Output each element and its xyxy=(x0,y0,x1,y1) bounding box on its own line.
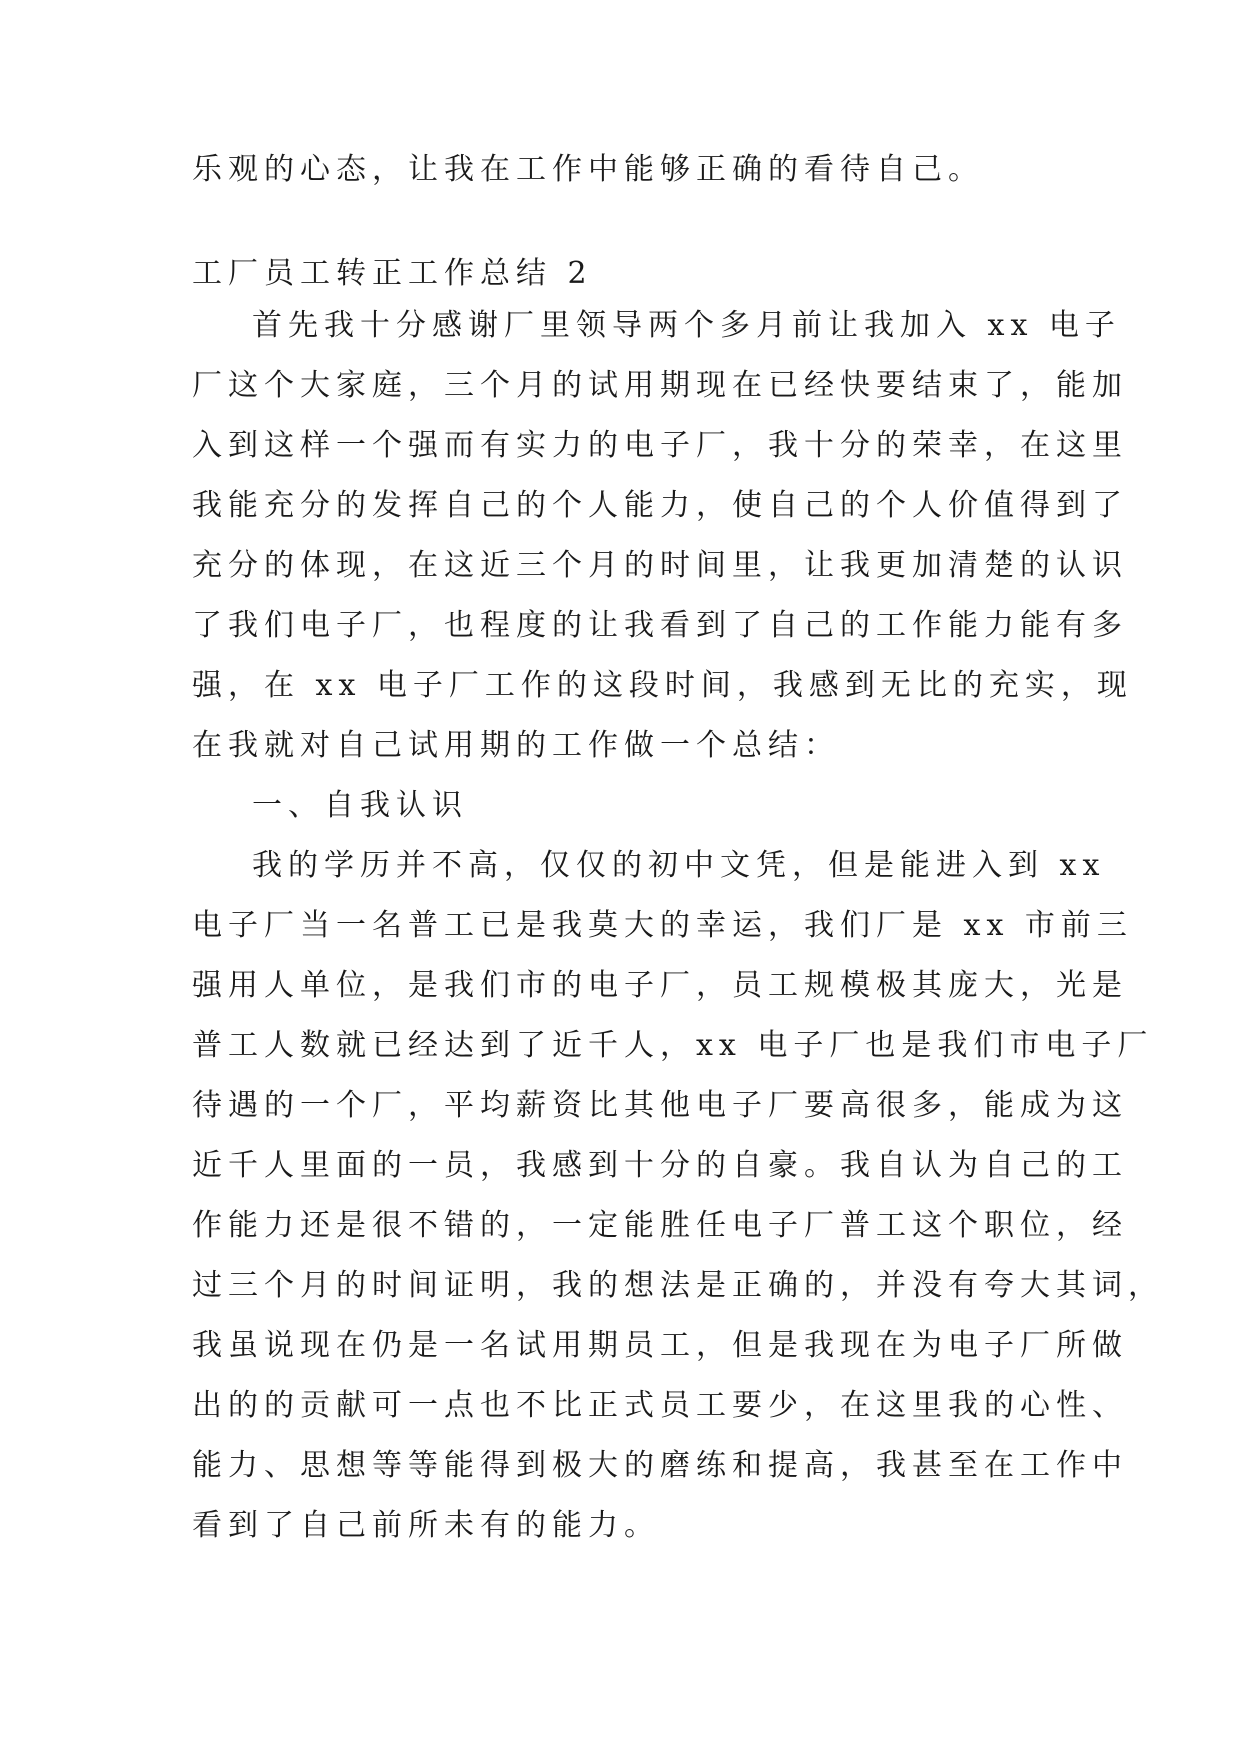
paragraph-line: 出的的贡献可一点也不比正式员工要少，在这里我的心性、 xyxy=(192,1388,1128,1423)
heading-self-awareness xyxy=(192,776,1062,836)
body-paragraph xyxy=(192,836,1164,1556)
paragraph-line: 过三个月的时间证明，我的想法是正确的，并没有夸大其词， xyxy=(192,1268,1164,1303)
intro-paragraph xyxy=(192,296,1133,776)
paragraph-line: 入到这样一个强而有实力的电子厂，我十分的荣幸，在这里 xyxy=(192,428,1128,463)
heading-text: 一、自我认识 xyxy=(252,788,468,823)
continuation-paragraph xyxy=(192,140,1062,200)
paragraph-line: 厂这个大家庭，三个月的试用期现在已经快要结束了，能加 xyxy=(192,368,1128,403)
paragraph-line: 电子厂当一名普工已是我莫大的幸运，我们厂是 xx 市前三 xyxy=(192,908,1133,943)
paragraph-line: 充分的体现，在这近三个月的时间里，让我更加清楚的认识 xyxy=(192,548,1128,583)
paragraph-line: 首先我十分感谢厂里领导两个多月前让我加入 xx 电子 xyxy=(252,308,1121,343)
section-title-text: 工厂员工转正工作总结 2 xyxy=(192,256,593,291)
paragraph-line: 作能力还是很不错的，一定能胜任电子厂普工这个职位，经 xyxy=(192,1208,1128,1243)
paragraph-line: 了我们电子厂，也程度的让我看到了自己的工作能力能有多 xyxy=(192,608,1128,643)
paragraph-line: 强用人单位，是我们市的电子厂，员工规模极其庞大，光是 xyxy=(192,968,1128,1003)
paragraph-line: 我虽说现在仍是一名试用期员工，但是我现在为电子厂所做 xyxy=(192,1328,1128,1363)
paragraph-line: 强，在 xx 电子厂工作的这段时间，我感到无比的充实，现 xyxy=(192,668,1133,703)
paragraph-line: 普工人数就已经达到了近千人，xx 电子厂也是我们市电子厂 xyxy=(192,1028,1154,1063)
paragraph-line: 我的学历并不高，仅仅的初中文凭，但是能进入到 xx xyxy=(252,848,1106,883)
continuation-line: 乐观的心态，让我在工作中能够正确的看待自己。 xyxy=(192,152,984,187)
paragraph-line: 能力、思想等等能得到极大的磨练和提高，我甚至在工作中 xyxy=(192,1448,1128,1483)
paragraph-line: 待遇的一个厂，平均薪资比其他电子厂要高很多，能成为这 xyxy=(192,1088,1128,1123)
paragraph-line: 在我就对自己试用期的工作做一个总结： xyxy=(192,728,840,763)
paragraph-line: 我能充分的发挥自己的个人能力，使自己的个人价值得到了 xyxy=(192,488,1128,523)
section-title xyxy=(192,244,1062,304)
paragraph-line: 看到了自己前所未有的能力。 xyxy=(192,1508,660,1543)
paragraph-line: 近千人里面的一员，我感到十分的自豪。我自认为自己的工 xyxy=(192,1148,1128,1183)
